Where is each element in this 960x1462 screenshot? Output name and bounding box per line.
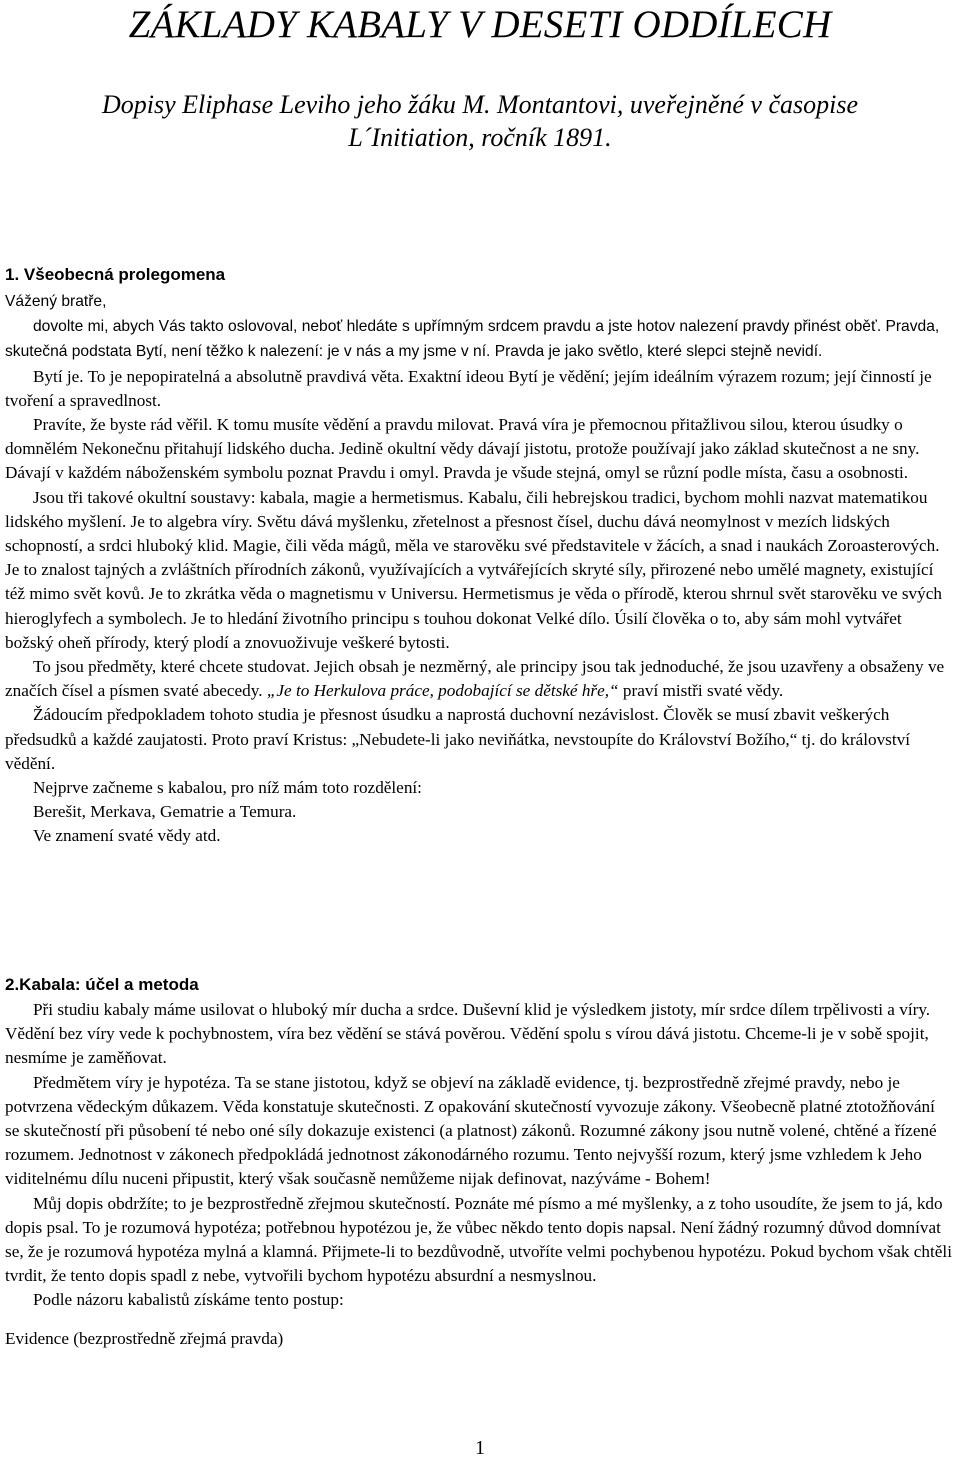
subtitle-line-2: L´Initiation, ročník 1891. bbox=[348, 123, 612, 152]
paragraph: Jsou tři takové okultní soustavy: kabala, magie a hermetismus. Kabalu, čili hebrejskou tradici, bychom mohli nazvat matematikou lidského myšlení. Je to algebra víry. Světu dává myšlenku, zřetelnost a přesnost čísel, duchu dává neomylnost v mezích lidských schopností, a srdci hluboký klid. Magie, čili věda mágů, měla ve starověku své představitele v žácích, a snad i naukách Zoroasterových. Je to znalost tajných a zvláštních přírodních zákonů, využívajících a vytvářejících skryté síly, přirozené nebo umělé magnety, existující též mimo svět kovů. Je to zkrátka věda o magnetismu v Universu. Hermetismus je věda o přírodě, kterou shrnul svět starověku ve svých hieroglyfech a symbolech. Je to hledání životního principu s touhou dokonat Velké dílo. Úsilí člověka o to, aby sám mohl vytvářet božský oheň přírody, který plodí a znovuoživuje veškeré bytosti. bbox=[5, 487, 942, 652]
paragraph: Při studiu kabaly máme usilovat o hluboký mír ducha a srdce. Duševní klid je výsledkem jistoty, mír srdce dílem trpělivosti a víry. Vědění bez víry vede k pochybnostem, víra bez vědění se stává pověrou. Vědění spolu s vírou dává jistotu. Chceme-li je v sobě spojit, nesmíme je zaměňovat. bbox=[5, 1000, 931, 1068]
text-run: dovolte mi, abych Vás takto oslovoval, neboť hledáte s upřímným srdcem pravdu a jste hotov nalezení pravdy přinést oběť. bbox=[33, 318, 882, 336]
paragraph: Ve znamení svaté vědy atd. bbox=[33, 826, 221, 846]
paragraph bbox=[5, 655, 953, 703]
section-1-heading: 1. Všeobecná prolegomena bbox=[5, 265, 226, 284]
subtitle-line-1: Dopisy Eliphase Leviho jeho žáku M. Montantovi, uveřejněné v časopise bbox=[102, 90, 858, 119]
page-number: 1 bbox=[475, 1437, 485, 1459]
paragraph: Můj dopis obdržíte; to je bezprostředně zřejmou skutečností. Poznáte mé písmo a mé myšlenky, a z toho usoudíte, že jsem to já, kdo dopis psal. To je rozumová hypotéza; potřebnou hypotézou je, že vůbec někdo tento dopis napsal. Není žádný rozumný důvod domnívat se, že je rozumová hypotéza mylná a klamná. Přijmete-li to bezdůvodně, utvoříte velmi pochybenou hypotézu. Pokud bychom však chtěli tvrdit, že tento dopis spadl z nebe, vytvořili bychom hypotézu absurdní a nesmyslnou. bbox=[5, 1193, 952, 1286]
document-title: ZÁKLADY KABALY V DESETI ODDÍLECH bbox=[128, 3, 832, 46]
text-run: Pravda, skutečná podstata Bytí, není těžko k nalezení: je v nás a my jsme v ní. Pravda je jako světlo, které slepci stejně nevidí. bbox=[5, 318, 940, 361]
text-run: To jsou předměty, které chcete studovat. Jejich obsah je nezměrný, ale principy jsou tak jednoduché, že jsou uzavřeny a obsaženy ve značích čísel a písmen svaté abecedy. bbox=[5, 657, 945, 701]
paragraph: Pravíte, že byste rád věřil. K tomu musíte vědění a pravdu milovat. Pravá víra je přemocnou přitažlivou silou, kterou úsudky o domnělém Nekonečnu přitahují lidského ducha. Jedině okultní vědy dávají jistotu, protože používají jako základ skutečnost a ne sny. Dávají v každém náboženském symbolu poznat Pravdu i omyl. Pravda je všude stejná, omyl se různí podle místa, času a osobnosti. bbox=[5, 415, 920, 483]
document-subtitle bbox=[0, 88, 960, 154]
paragraph: Bytí je. To je nepopiratelná a absolutně pravdivá věta. Exaktní ideou Bytí je vědění; jejím ideálním výrazem rozum; její činností je tvoření a spravedlnost. bbox=[5, 366, 932, 410]
paragraph: Podle názoru kabalistů získáme tento postup: bbox=[33, 1290, 344, 1310]
text-run: praví mistři svaté vědy. bbox=[622, 681, 784, 701]
section-1-body bbox=[5, 290, 953, 849]
paragraph bbox=[5, 314, 953, 364]
paragraph: Předmětem víry je hypotéza. Ta se stane jistotou, když se objeví na základě evidence, tj. bezprostředně zřejmé pravdy, nebo je potvrzena vědeckým důkazem. Věda konstatuje skutečnosti. Z opakování skutečností vyvozuje zákony. Všeobecně platné ztotožňování se skutečností při působení té nebo oné síly dokazuje existenci (a platnost) zákonů. Rozumné zákony jsou nutně volené, chtěné a řízené rozumem. Jednotnost v zákonech předpokládá jednotnost zákonodárného rozumu. Tento nejvyšší rozum, který jsme vzhledem k Jeho viditelnému dílu nuceni připustit, který však současně nemůžeme nijak definovat, nazýváme - Bohem! bbox=[5, 1072, 937, 1189]
section-2-body bbox=[5, 998, 953, 1351]
paragraph: Žádoucím předpokladem tohoto studia je přesnost úsudku a naprostá duchovní nezávislost. Člověk se musí zbavit veškerých předsudků a každé zaujatosti. Proto praví Kristus: „Nebudete-li jako neviňátka, nevstoupíte do Království Božího,“ tj. do království vědění. bbox=[5, 705, 911, 773]
quote: „Je to Herkulova práce, podobající se dětské hře,“ bbox=[266, 681, 619, 701]
paragraph: Evidence (bezprostředně zřejmá pravda) bbox=[5, 1328, 284, 1348]
paragraph: Nejprve začneme s kabalou, pro níž mám toto rozdělení: bbox=[33, 778, 422, 798]
section-2-heading: 2.Kabala: účel a metoda bbox=[5, 975, 199, 994]
paragraph: Berešit, Merkava, Gematrie a Temura. bbox=[33, 802, 297, 822]
greeting: Vážený bratře, bbox=[5, 293, 107, 310]
